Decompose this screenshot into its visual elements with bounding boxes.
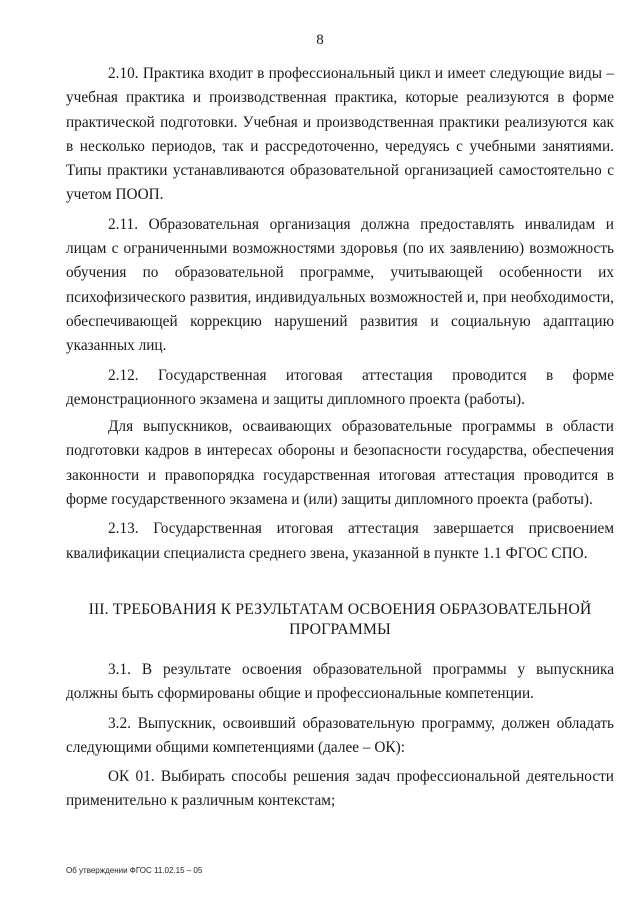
competence-ok-01: ОК 01. Выбирать способы решения задач профессиональной деятельности применительно к различным контекстам; [66, 768, 614, 810]
page-content [66, 62, 614, 819]
paragraph-2-12-graduates: Для выпускников, осваивающих образовательные программы в области подготовки кадров в интересах обороны и безопасности государства, обеспечения законности и правопорядка государственная итоговая аттестация проводится в форме государственного экзамена и (или) защиты дипломного проекта (работы). [66, 418, 614, 509]
paragraph-3-1: 3.1. В результате освоения образовательной программы у выпускника должны быть сформированы общие и профессиональные компетенции. [66, 660, 614, 703]
paragraph-2-11: 2.11. Образовательная организация должна предоставлять инвалидам и лицам с ограниченными возможностями здоровья (по их заявлению) возможность обучения по образовательной программе, учитывающей особенности их психофизического развития, индивидуальных возможностей и, при необходимости, обеспечивающей коррекцию нарушений развития и социальную адаптацию указанных лиц. [66, 215, 614, 355]
paragraph-3-2: 3.2. Выпускник, освоивший образовательную программу, должен обладать следующими общими компетенциями (далее – ОК): [66, 714, 614, 756]
paragraph-2-13: 2.13. Государственная итоговая аттестация завершается присвоением квалификации специалиста среднего звена, указанной в пункте 1.1 ФГОС СПО. [66, 520, 614, 562]
page-number: 8 [316, 32, 324, 48]
footer-note: Об утверждении ФГОС 11.02.15 – 05 [66, 866, 203, 875]
paragraph-2-10: 2.10. Практика входит в профессиональный цикл и имеет следующие виды – учебная практика и производственная практика, которые реализуются в форме практической подготовки. Учебная и производственная практики реализуются как в несколько периодов, так и рассредоточенно, чередуясь с учебными занятиями. Типы практики устанавливаются образовательной организацией самостоятельно с учетом ПООП. [66, 65, 614, 204]
section-3-heading: III. ТРЕБОВАНИЯ К РЕЗУЛЬТАТАМ ОСВОЕНИЯ ОБРАЗОВАТЕЛЬНОЙ ПРОГРАММЫ [88, 600, 592, 638]
paragraph-2-12: 2.12. Государственная итоговая аттестация проводится в форме демонстрационного экзамена и защиты дипломного проекта (работы). [66, 366, 614, 408]
